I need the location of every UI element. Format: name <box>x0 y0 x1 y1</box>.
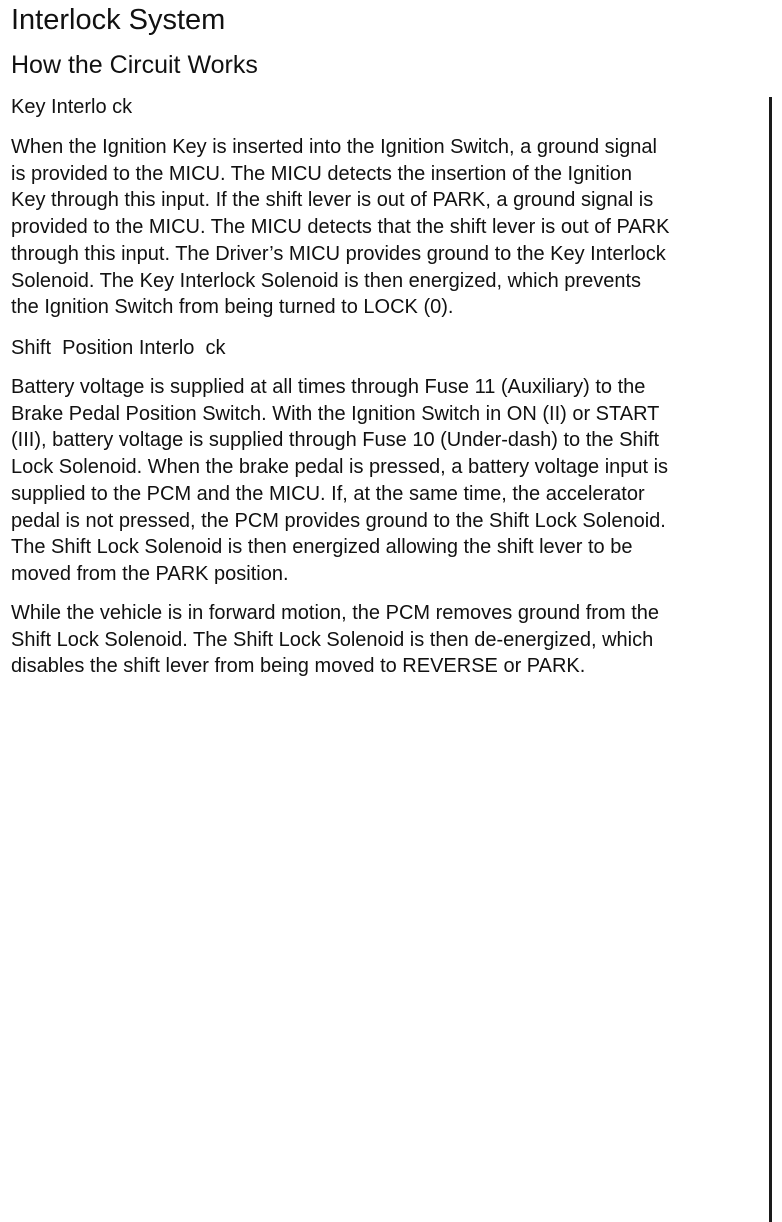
text-line: Lock Solenoid. When the brake pedal is pressed, a battery voltage input is <box>11 456 669 479</box>
text-line: When the Ignition Key is inserted into the Ignition Switch, a ground signal <box>11 136 657 158</box>
text-line: pedal is not pressed, the PCM provides ground to the Shift Lock Solenoid. <box>11 509 666 532</box>
text-line: While the vehicle is in forward motion, the PCM removes ground from the <box>11 602 660 624</box>
page-subtitle: How the Circuit Works <box>11 51 258 79</box>
right-margin-rule <box>769 97 772 1222</box>
text-line: is provided to the MICU. The MICU detects the insertion of the Ignition <box>11 162 633 185</box>
paragraph-key-interlock <box>11 134 756 321</box>
text-line: Shift Lock Solenoid. The Shift Lock Solenoid is then de-energized, which <box>11 628 654 651</box>
paragraph-shift-position-interlock-1 <box>11 374 756 588</box>
text-line: Key through this input. If the shift lever is out of PARK, a ground signal is <box>11 189 654 212</box>
section-heading-shift-position-interlock: Shift Position Interlo ck <box>11 337 226 359</box>
text-line: provided to the MICU. The MICU detects that the shift lever is out of PARK <box>11 216 670 239</box>
text-line: through this input. The Driver’s MICU provides ground to the Key Interlock <box>11 242 666 265</box>
text-line: Brake Pedal Position Switch. With the Ignition Switch in ON (II) or START <box>11 402 660 425</box>
paragraph-shift-position-interlock-2 <box>11 600 756 680</box>
text-line: The Shift Lock Solenoid is then energized allowing the shift lever to be <box>11 536 633 559</box>
page-title: Interlock System <box>11 4 226 36</box>
text-line: supplied to the PCM and the MICU. If, at the same time, the accelerator <box>11 482 645 505</box>
text-line: disables the shift lever from being moved to REVERSE or PARK. <box>11 655 586 678</box>
section-heading-key-interlock: Key Interlo ck <box>11 96 133 118</box>
text-line: the Ignition Switch from being turned to LOCK (0). <box>11 296 454 319</box>
text-line: (III), battery voltage is supplied through Fuse 10 (Under-dash) to the Shift <box>11 429 660 452</box>
text-line: Solenoid. The Key Interlock Solenoid is then energized, which prevents <box>11 269 642 292</box>
text-line: Battery voltage is supplied at all times through Fuse 11 (Auxiliary) to the <box>11 376 646 398</box>
text-line: moved from the PARK position. <box>11 562 289 585</box>
